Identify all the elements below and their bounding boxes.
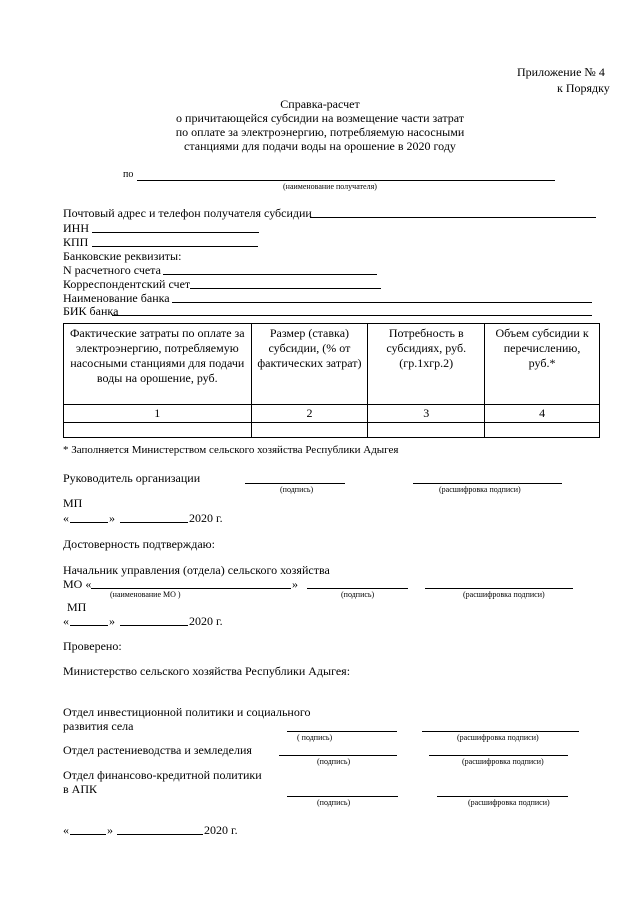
table-cell[interactable] xyxy=(64,423,252,438)
doc-title: Справка-расчет xyxy=(280,97,360,111)
bank-name-label: Наименование банка xyxy=(63,291,170,305)
chief-label: Начальник управления (отдела) сельского хозяйства xyxy=(63,563,330,577)
table-row xyxy=(64,423,600,438)
bank-name-field[interactable] xyxy=(172,302,592,303)
signature-caption: (подпись) xyxy=(317,798,351,807)
head-decode-line[interactable] xyxy=(413,483,562,484)
dept-crop-decode-line[interactable] xyxy=(429,755,568,756)
column-number: 4 xyxy=(485,405,600,423)
signature-caption: (подпись) xyxy=(280,485,314,494)
table-header-cell: Объем субсидии к перечислению, руб.* xyxy=(485,324,600,405)
signature-caption: ( подпись) xyxy=(297,733,333,742)
kpp-label: КПП xyxy=(63,235,89,249)
date-close-quote: » xyxy=(107,823,113,837)
decode-caption: (расшифровка подписи) xyxy=(439,485,521,494)
date-year: 2020 г. xyxy=(189,614,223,628)
inn-field[interactable] xyxy=(92,232,259,233)
dept-finance-label: Отдел финансово-кредитной политики xyxy=(63,768,262,782)
subsidy-table xyxy=(63,323,600,438)
decode-caption: (расшифровка подписи) xyxy=(457,733,539,742)
column-number: 1 xyxy=(64,405,252,423)
dept-investment-label-line2: развития села xyxy=(63,719,134,733)
chief-signature-line[interactable] xyxy=(307,588,408,589)
doc-title-line3: по оплате за электроэнергию, потребляемую насосными xyxy=(175,125,465,139)
date-month-field[interactable] xyxy=(120,625,188,626)
kpp-field[interactable] xyxy=(92,246,258,247)
dept-investment-label: Отдел инвестиционной политики и социального xyxy=(63,705,311,719)
date-close-quote: » xyxy=(109,511,115,525)
table-header-row xyxy=(64,324,600,405)
table-header-cell: Фактические затраты по оплате за электроэнергию, потребляемую насосными станциями для подачи воды на орошение, руб. xyxy=(64,324,252,405)
signature-caption: (подпись) xyxy=(317,757,351,766)
account-field[interactable] xyxy=(163,274,377,275)
confirm-label: Достоверность подтверждаю: xyxy=(63,537,215,551)
date-month-field[interactable] xyxy=(117,834,203,835)
table-cell[interactable] xyxy=(485,423,600,438)
appendix-reference: к Порядку xyxy=(557,81,610,95)
account-label: N расчетного счета xyxy=(63,263,161,277)
dept-crop-signature-line[interactable] xyxy=(279,755,397,756)
checked-label: Проверено: xyxy=(63,639,122,653)
address-field[interactable] xyxy=(310,217,596,218)
mp-label: МП xyxy=(67,600,87,614)
doc-title-line2: о причитающейся субсидии на возмещение части затрат xyxy=(176,111,464,125)
dept-finance-signature-line[interactable] xyxy=(287,796,398,797)
column-number: 3 xyxy=(368,405,485,423)
bik-field[interactable] xyxy=(112,315,592,316)
date-day-field[interactable] xyxy=(70,625,108,626)
date-open-quote: « xyxy=(63,614,69,628)
ministry-label: Министерство сельского хозяйства Республики Адыгея: xyxy=(63,664,351,678)
appendix-number: Приложение № 4 xyxy=(517,65,605,79)
decode-caption: (расшифровка подписи) xyxy=(462,757,544,766)
signature-caption: (подпись) xyxy=(341,590,375,599)
recipient-caption: (наименование получателя) xyxy=(283,182,377,191)
table-header-cell: Потребность в субсидиях, руб.(гр.1хгр.2) xyxy=(368,324,485,405)
doc-title-line4: станциями для подачи воды на орошение в 2020 году xyxy=(184,139,456,153)
bank-details-label: Банковские реквизиты: xyxy=(63,249,182,263)
mo-name-caption: (наименование МО ) xyxy=(110,590,181,599)
date-month-field[interactable] xyxy=(120,522,188,523)
chief-decode-line[interactable] xyxy=(425,588,573,589)
date-year: 2020 г. xyxy=(189,511,223,525)
inn-label: ИНН xyxy=(63,221,89,235)
corr-account-field[interactable] xyxy=(190,288,381,289)
date-day-field[interactable] xyxy=(70,522,108,523)
date-close-quote: » xyxy=(109,614,115,628)
bik-label: БИК банка xyxy=(63,304,119,318)
date-year: 2020 г. xyxy=(204,823,238,837)
recipient-field[interactable] xyxy=(137,180,555,181)
dept-finance-decode-line[interactable] xyxy=(437,796,568,797)
dept-investment-decode-line[interactable] xyxy=(422,731,579,732)
table-cell[interactable] xyxy=(368,423,485,438)
dept-investment-signature-line[interactable] xyxy=(287,731,397,732)
mo-prefix: МО « xyxy=(63,577,92,591)
mo-suffix: » xyxy=(292,577,298,591)
table-number-row xyxy=(64,405,600,423)
decode-caption: (расшифровка подписи) xyxy=(468,798,550,807)
dept-finance-label-line2: в АПК xyxy=(63,782,98,796)
dept-crop-label: Отдел растениеводства и земледелия xyxy=(63,743,252,757)
table-header-cell: Размер (ставка) субсидии, (% от фактических затрат) xyxy=(251,324,368,405)
recipient-prefix: по xyxy=(123,169,134,180)
mo-name-field[interactable] xyxy=(91,588,291,589)
corr-account-label: Корреспондентский счет xyxy=(63,277,191,291)
date-open-quote: « xyxy=(63,823,69,837)
table-cell[interactable] xyxy=(251,423,368,438)
head-org-label: Руководитель организации xyxy=(63,471,201,485)
date-day-field[interactable] xyxy=(70,834,106,835)
mp-label: МП xyxy=(63,496,83,510)
head-signature-line[interactable] xyxy=(245,483,345,484)
address-label: Почтовый адрес и телефон получателя субсидии xyxy=(63,206,312,220)
footnote: * Заполняется Министерством сельского хозяйства Республики Адыгея xyxy=(63,444,399,456)
decode-caption: (расшифровка подписи) xyxy=(463,590,545,599)
date-open-quote: « xyxy=(63,511,69,525)
column-number: 2 xyxy=(251,405,368,423)
